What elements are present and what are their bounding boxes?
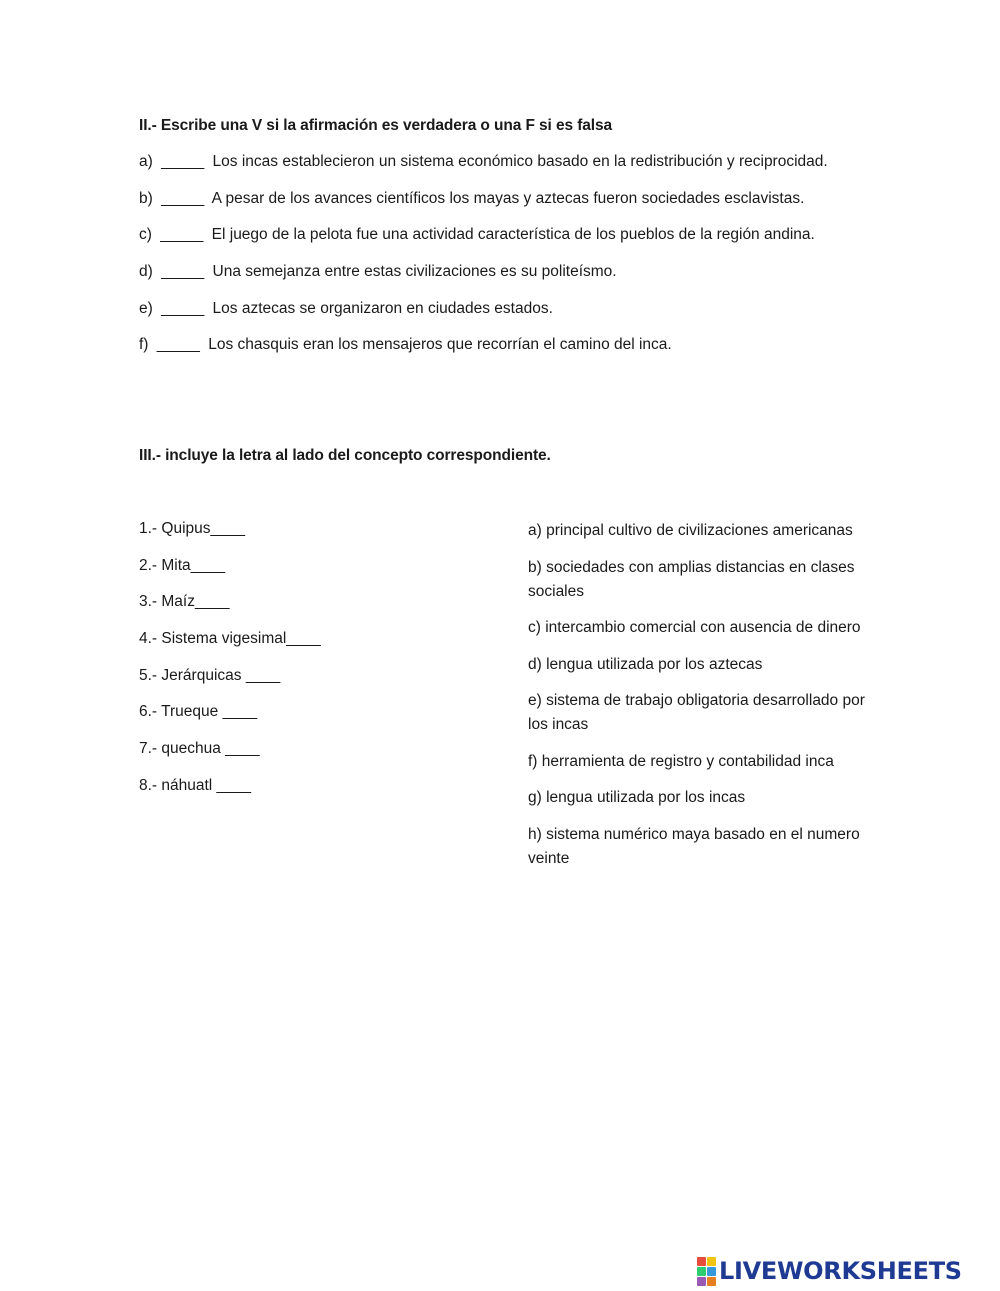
definition-list bbox=[528, 519, 873, 883]
logo-mark-block bbox=[697, 1277, 706, 1286]
concept-list bbox=[139, 520, 321, 814]
statement-text: Los incas establecieron un sistema económico basado en la redistribución y reciprocidad. bbox=[212, 153, 828, 170]
definition-item-a: a) principal cultivo de civilizaciones americanas bbox=[528, 522, 853, 539]
logo-mark-block bbox=[707, 1257, 716, 1266]
statement-text: Los chasquis eran los mensajeros que recorrían el camino del inca. bbox=[208, 336, 672, 354]
definition-item-c: c) intercambio comercial con ausencia de dinero bbox=[528, 619, 861, 636]
concept-item-mita[interactable]: 2.- Mita____ bbox=[139, 556, 226, 574]
definition-item-d: d) lengua utilizada por los aztecas bbox=[528, 655, 763, 673]
concept-item-quipus[interactable]: 1.- Quipus____ bbox=[139, 520, 245, 537]
definition-item-f: f) herramienta de registro y contabilidad inca bbox=[528, 752, 834, 770]
logo-mark-block bbox=[697, 1267, 706, 1276]
definition-item-e: e) sistema de trabajo obligatoria desarrollado por los incas bbox=[528, 692, 865, 733]
liveworksheets-logo bbox=[697, 1256, 962, 1286]
answer-blank[interactable]: _____ bbox=[161, 299, 205, 317]
definition-item-b: b) sociedades con amplias distancias en clases sociales bbox=[528, 558, 855, 600]
concept-item-trueque[interactable]: 6.- Trueque ____ bbox=[139, 703, 258, 721]
item-letter: a) bbox=[139, 153, 153, 170]
true-false-item bbox=[139, 336, 828, 373]
definition-item-h: h) sistema numérico maya basado en el numero veinte bbox=[528, 825, 860, 867]
concept-item-nahuatl[interactable]: 8.- náhuatl ____ bbox=[139, 776, 252, 794]
true-false-item bbox=[139, 153, 828, 190]
statement-text: Los aztecas se organizaron en ciudades estados. bbox=[212, 299, 553, 317]
item-letter: b) bbox=[139, 189, 153, 207]
answer-blank[interactable]: _____ bbox=[156, 336, 200, 354]
statement-text: Una semejanza entre estas civilizaciones es su politeísmo. bbox=[212, 263, 617, 281]
item-letter: f) bbox=[139, 336, 149, 354]
definition-item-g: g) lengua utilizada por los incas bbox=[528, 789, 746, 806]
logo-mark-icon bbox=[697, 1257, 716, 1286]
logo-mark-block bbox=[707, 1267, 716, 1276]
concept-item-maiz[interactable]: 3.- Maíz____ bbox=[139, 593, 230, 611]
answer-blank[interactable]: _____ bbox=[161, 153, 205, 170]
true-false-section-title: II.- Escribe una V si la afirmación es verdadera o una F si es falsa bbox=[139, 117, 613, 134]
true-false-list bbox=[139, 153, 828, 373]
true-false-item bbox=[139, 300, 828, 337]
item-letter: d) bbox=[139, 263, 153, 281]
logo-text: LIVEWORKSHEETS bbox=[719, 1257, 962, 1285]
concept-item-sistema-vigesimal[interactable]: 4.- Sistema vigesimal____ bbox=[139, 630, 321, 648]
item-letter: e) bbox=[139, 299, 153, 317]
answer-blank[interactable]: _____ bbox=[161, 263, 205, 281]
logo-mark-block bbox=[697, 1257, 706, 1266]
concept-item-quechua[interactable]: 7.- quechua ____ bbox=[139, 740, 260, 758]
item-letter: c) bbox=[139, 226, 152, 244]
true-false-item bbox=[139, 226, 828, 263]
logo-mark-block bbox=[707, 1277, 716, 1286]
answer-blank[interactable]: _____ bbox=[161, 189, 205, 207]
true-false-item bbox=[139, 263, 828, 300]
concept-item-jerarquicas[interactable]: 5.- Jerárquicas ____ bbox=[139, 666, 281, 684]
matching-section-title: III.- incluye la letra al lado del concepto correspondiente. bbox=[139, 447, 551, 464]
statement-text: A pesar de los avances científicos los mayas y aztecas fueron sociedades esclavistas. bbox=[211, 189, 805, 207]
statement-text: El juego de la pelota fue una actividad característica de los pueblos de la región andina. bbox=[211, 226, 815, 244]
answer-blank[interactable]: _____ bbox=[160, 226, 204, 244]
true-false-item bbox=[139, 190, 828, 227]
